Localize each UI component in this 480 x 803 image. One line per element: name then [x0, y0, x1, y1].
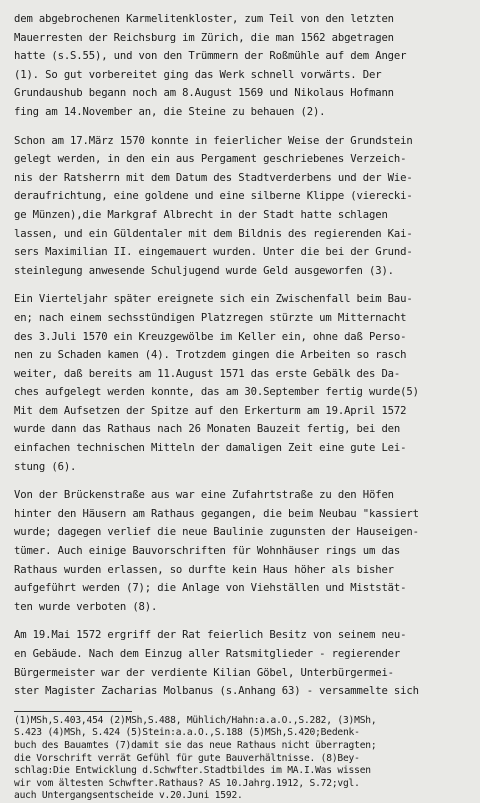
footnote-divider: [14, 711, 132, 712]
text-line: fing am 14.November an, die Steine zu behauen (2).: [14, 105, 326, 118]
body-text: [14, 10, 472, 701]
text-line: Bürgermeister war der verdiente Kilian Göbel, Unterbürgermei-: [14, 666, 394, 679]
paragraph: [14, 486, 472, 616]
text-line: ches aufgelegt werden konnte, das am 30.September fertig wurde(5): [14, 386, 419, 399]
text-line: Von der Brückenstraße aus war eine Zufahrtstraße zu den Höfen: [14, 489, 394, 502]
text-line: en; nach einem sechsstündigen Platzregen stürzte um Mitternacht: [14, 311, 407, 324]
footnote-line: S.423 (4)MSh, S.424 (5)Stein:a.a.O.,S.188 (5)MSh,S.420;Bedenk-: [14, 727, 360, 739]
text-line: sers Maximilian II. eingemauert wurden. Unter die bei der Grund-: [14, 246, 413, 259]
text-line: weiter, daß bereits am 11.August 1571 das erste Gebälk des Da-: [14, 367, 401, 380]
text-line: gelegt werden, in den ein aus Pergament geschriebenes Verzeich-: [14, 153, 407, 166]
text-line: lassen, und ein Güldentaler mit dem Bildnis des regierenden Kai-: [14, 227, 413, 240]
text-line: steinlegung anwesende Schuljugend wurde Geld ausgeworfen (3).: [14, 264, 394, 277]
footnote-line: auch Untergangsentscheide v.20.Juni 1592.: [14, 790, 243, 802]
footnote-line: schlag:Die Entwicklung d.Schwfter.Stadtbildes im MA.I.Was wissen: [14, 765, 371, 777]
text-line: (1). So gut vorbereitet ging das Werk schnell vorwärts. Der: [14, 68, 382, 81]
text-line: aufgeführt werden (7); die Anlage von Viehställen und Miststät-: [14, 582, 407, 595]
text-line: ten wurde verboten (8).: [14, 600, 158, 613]
footnote-line: die Vorschrift verrät Gefühl für gute Bauverhältnisse. (8)Bey-: [14, 752, 360, 764]
text-line: nis der Ratsherrn mit dem Datum des Stadtverderbens und der Wie-: [14, 171, 413, 184]
text-line: wurde dann das Rathaus nach 26 Monaten Bauzeit fertig, bei den: [14, 423, 401, 436]
text-line: Mit dem Aufsetzen der Spitze auf den Erkerturm am 19.April 1572: [14, 404, 407, 417]
paragraph: [14, 626, 472, 700]
text-line: Mauerresten der Reichsburg im Zürich, die man 1562 abgetragen: [14, 31, 394, 44]
text-line: ster Magister Zacharias Molbanus (s.Anhang 63) - versammelte sich: [14, 685, 419, 698]
paragraph: [14, 10, 472, 122]
footnotes: [14, 715, 472, 803]
text-line: Grundaushub begann noch am 8.August 1569 und Nikolaus Hofmann: [14, 87, 394, 100]
footnote-line: wir vom ältesten Schwfter.Rathaus? AS 10.Jahrg.1912, S.72;vgl.: [14, 777, 360, 789]
text-line: Am 19.Mai 1572 ergriff der Rat feierlich Besitz von seinem neu-: [14, 629, 407, 642]
text-line: einfachen technischen Mitteln der damaligen Zeit eine gute Lei-: [14, 442, 407, 455]
text-line: deraufrichtung, eine goldene und eine silberne Klippe (vierecki-: [14, 190, 413, 203]
text-line: dem abgebrochenen Karmelitenkloster, zum Teil von den letzten: [14, 13, 394, 25]
text-line: hatte (s.S.55), und von den Trümmern der Roßmühle auf dem Anger: [14, 50, 407, 63]
text-line: stung (6).: [14, 460, 77, 473]
footnote-line: buch des Bauamtes (7)damit sie das neue Rathaus nicht überragten;: [14, 739, 377, 751]
text-line: ge Münzen),die Markgraf Albrecht in der Stadt hatte schlagen: [14, 208, 388, 221]
text-line: tümer. Auch einige Bauvorschriften für Wohnhäuser rings um das: [14, 545, 401, 558]
text-line: en Gebäude. Nach dem Einzug aller Ratsmitglieder - regierender: [14, 648, 401, 660]
text-line: Ein Vierteljahr später ereignete sich ein Zwischenfall beim Bau-: [14, 293, 413, 306]
paragraph: [14, 132, 472, 281]
text-line: wurde; dagegen verlief die neue Baulinie zugunsten der Hauseigen-: [14, 526, 419, 539]
text-line: nen zu Schaden kamen (4). Trotzdem gingen die Arbeiten so rasch: [14, 349, 407, 362]
text-line: hinter den Häusern am Rathaus gegangen, die beim Neubau "kassiert: [14, 507, 419, 520]
footnote-line: (1)MSh,S.403,454 (2)MSh,S.488, Mühlich/Hahn:a.a.O.,S.282, (3)MSh,: [14, 714, 377, 726]
text-line: des 3.Juli 1570 ein Kreuzgewölbe im Keller ein, ohne daß Perso-: [14, 330, 407, 343]
paragraph: [14, 290, 472, 476]
text-line: Rathaus wurden erlassen, so durfte kein Haus höher als bisher: [14, 563, 394, 576]
text-line: Schon am 17.März 1570 konnte in feierlicher Weise der Grundstein: [14, 134, 413, 147]
